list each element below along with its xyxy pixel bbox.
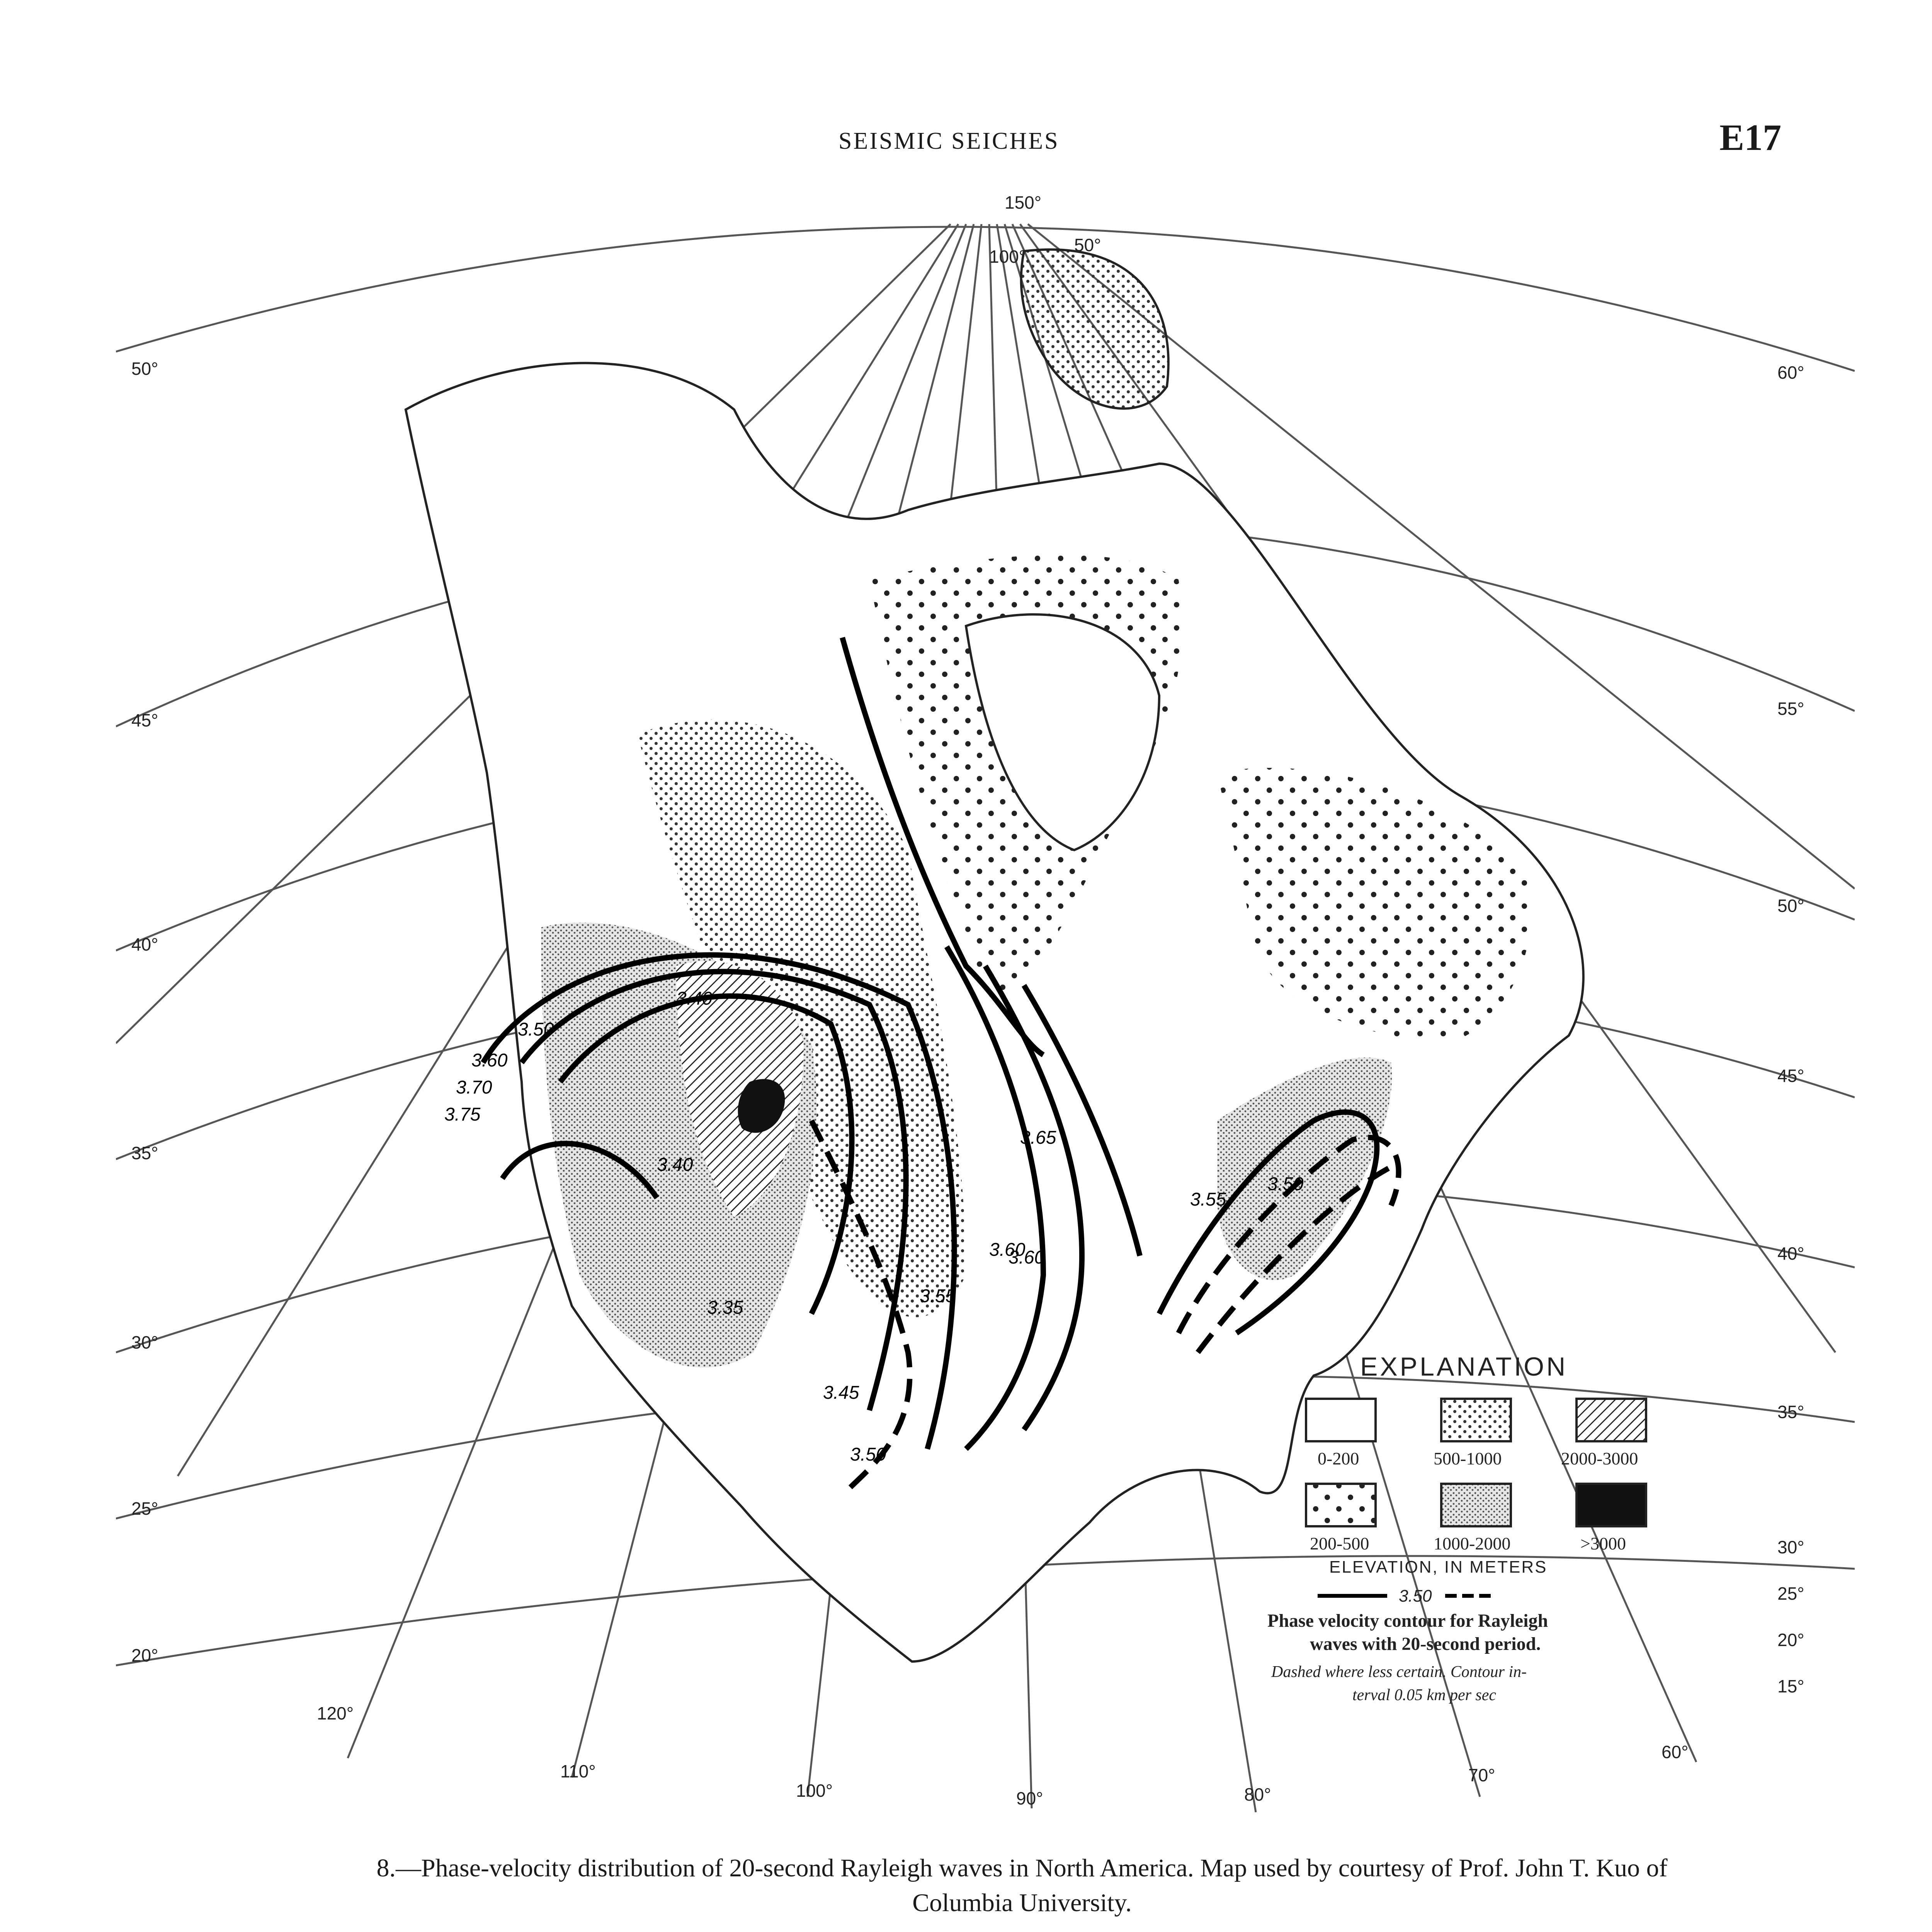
lon-label: 150°: [1005, 193, 1042, 213]
lon-label: 60°: [1662, 1742, 1689, 1762]
lat-label: 20°: [1777, 1630, 1804, 1650]
legend-swatch-500-1000: [1441, 1399, 1511, 1441]
lat-label: 15°: [1777, 1676, 1804, 1696]
lat-label: 50°: [1777, 896, 1804, 916]
phase-velocity-map: [116, 193, 1855, 1816]
lat-label: 20°: [131, 1645, 158, 1665]
lon-label: 70°: [1468, 1765, 1495, 1785]
legend-label: 200-500: [1310, 1534, 1369, 1553]
legend-swatch-1000-2000: [1441, 1484, 1511, 1526]
lat-label: 30°: [131, 1332, 158, 1352]
contour-label: 3.65: [1020, 1128, 1056, 1148]
lat-label: 50°: [131, 359, 158, 379]
lon-label: 120°: [317, 1703, 354, 1723]
lat-label: 40°: [1777, 1243, 1804, 1264]
figure-caption: [124, 1851, 1920, 1920]
legend-contour-sample: 3.50: [1399, 1587, 1432, 1605]
lat-label: 45°: [1777, 1066, 1804, 1086]
legend-swatch-0-200: [1306, 1399, 1376, 1441]
contour-label: 3.40: [676, 988, 713, 1009]
greenland: [1021, 250, 1168, 409]
contour-label: 3.35: [707, 1298, 743, 1318]
caption-line-2: Columbia University.: [912, 1889, 1132, 1917]
contour-label: 3.55: [920, 1286, 956, 1306]
running-title: SEISMIC SEICHES: [838, 128, 1060, 154]
elevation-label: ELEVATION, IN METERS: [1329, 1558, 1548, 1577]
lat-label: 25°: [131, 1498, 158, 1519]
legend-swatch-over-3000: [1577, 1484, 1646, 1526]
page-number: E17: [1719, 117, 1782, 158]
contour-label: 3.60: [471, 1050, 508, 1071]
lon-label: 90°: [1016, 1788, 1043, 1808]
lon-label: 80°: [1244, 1784, 1271, 1804]
contour-label: 3.45: [823, 1383, 859, 1403]
contour-label: 3.60: [1009, 1247, 1045, 1268]
contour-label: 3.50: [518, 1019, 554, 1040]
lat-label: 25°: [1777, 1583, 1804, 1604]
legend-label: >3000: [1580, 1534, 1626, 1553]
map-legend: [1267, 1352, 1646, 1704]
lon-label: 100°: [796, 1781, 833, 1801]
contour-label: 3.70: [456, 1077, 492, 1098]
contour-label: 3.55: [1190, 1189, 1226, 1210]
legend-label: 0-200: [1318, 1449, 1359, 1468]
contour-label: 3.40: [657, 1155, 693, 1175]
contour-label: 3.50: [1267, 1174, 1304, 1194]
lat-label: 40°: [131, 934, 158, 954]
lat-label: 35°: [131, 1143, 158, 1163]
contour-label: 3.75: [444, 1104, 481, 1125]
legend-note: terval 0.05 km per sec: [1352, 1686, 1497, 1704]
legend-label: 500-1000: [1434, 1449, 1502, 1468]
north-america-landmass: [406, 250, 1583, 1662]
lat-label: 45°: [131, 710, 158, 730]
legend-contour-desc: Phase velocity contour for Rayleigh: [1267, 1611, 1548, 1631]
lat-label: 35°: [1777, 1402, 1804, 1422]
contour-label: 3.50: [850, 1444, 886, 1465]
lon-label: 110°: [560, 1761, 596, 1781]
legend-title: EXPLANATION: [1360, 1352, 1568, 1381]
legend-label: 2000-3000: [1561, 1449, 1638, 1468]
legend-label: 1000-2000: [1434, 1534, 1511, 1553]
caption-line-1: 8.—Phase-velocity distribution of 20-second Rayleigh waves in North America. Map used by courtesy of Prof. John T. Kuo of: [376, 1854, 1668, 1882]
lat-label: 60°: [1777, 362, 1804, 383]
lon-label: 100°: [989, 247, 1026, 267]
legend-swatch-200-500: [1306, 1484, 1376, 1526]
legend-contour-desc: waves with 20-second period.: [1310, 1634, 1541, 1654]
lat-label: 55°: [1777, 699, 1804, 719]
lat-label: 30°: [1777, 1537, 1804, 1557]
legend-note: Dashed where less certain. Contour in-: [1271, 1663, 1527, 1681]
contour-label: 3.60: [989, 1240, 1026, 1260]
legend-swatch-2000-3000: [1577, 1399, 1646, 1441]
lon-label: 50°: [1074, 235, 1101, 255]
